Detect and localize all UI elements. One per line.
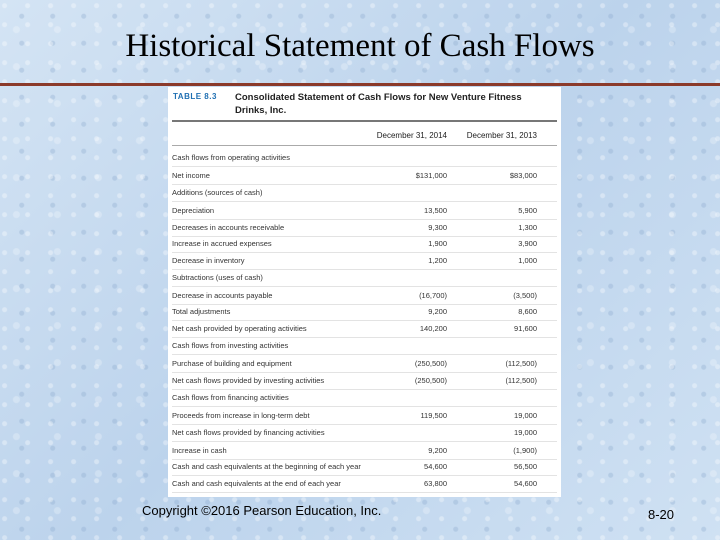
row-label: Increase in cash (172, 446, 227, 455)
row-label: Net cash provided by operating activities (172, 324, 307, 333)
value-2013: (112,500) (505, 376, 537, 385)
row-divider (172, 320, 557, 321)
value-2013: 19,000 (514, 411, 537, 420)
table-row (172, 221, 557, 235)
value-2013: 91,600 (514, 324, 537, 333)
value-2013: (112,500) (505, 359, 537, 368)
row-divider (172, 252, 557, 253)
value-2014: 1,900 (428, 239, 447, 248)
copyright-text: Copyright ©2016 Pearson Education, Inc. (142, 503, 382, 518)
table-row (172, 444, 557, 458)
table-row (172, 357, 557, 371)
table-row (172, 254, 557, 268)
row-label: Decreases in accounts receivable (172, 223, 285, 232)
value-2014: 119,500 (420, 411, 447, 420)
table-row (172, 305, 557, 319)
row-label: Cash flows from investing activities (172, 341, 289, 350)
row-label: Net cash flows provided by investing activities (172, 376, 325, 385)
page-number: 8-20 (648, 507, 675, 522)
value-2014: (16,700) (419, 291, 447, 300)
row-divider (172, 424, 557, 425)
row-divider (172, 337, 557, 338)
table-tag: TABLE 8.3 (173, 92, 217, 101)
row-divider (172, 492, 557, 493)
row-label: Cash and cash equivalents at the end of each year (172, 479, 341, 488)
row-label: Net cash flows provided by financing activities (172, 428, 325, 437)
row-label: Subtractions (uses of cash) (172, 273, 263, 282)
value-2014: 9,200 (428, 307, 447, 316)
row-label: Total adjustments (172, 307, 231, 316)
row-divider (172, 406, 557, 407)
table-row (172, 426, 557, 440)
row-divider (172, 286, 557, 287)
value-2013: 19,000 (514, 428, 537, 437)
table-row (172, 271, 557, 285)
cash-flow-table (168, 87, 561, 497)
table-row (172, 477, 557, 491)
row-label: Increase in accrued expenses (172, 239, 272, 248)
value-2013: 1,300 (518, 223, 537, 232)
table-row (172, 460, 557, 474)
value-2014: 1,200 (428, 256, 447, 265)
value-2013: 5,900 (518, 206, 537, 215)
row-label: Purchase of building and equipment (172, 359, 292, 368)
table-title: Consolidated Statement of Cash Flows for New Venture Fitness Drinks, Inc. (235, 92, 522, 116)
table-row (172, 409, 557, 423)
row-label: Net income (172, 171, 210, 180)
table-row (172, 204, 557, 218)
row-divider (172, 389, 557, 390)
row-divider (172, 441, 557, 442)
table-top-rule (172, 120, 557, 122)
table-row (172, 391, 557, 405)
table-row (172, 237, 557, 251)
table-row (172, 151, 557, 165)
table-row (172, 374, 557, 388)
row-label: Cash and cash equivalents at the beginning of each year (172, 462, 361, 471)
value-2014: 13,500 (424, 206, 447, 215)
table-row (172, 289, 557, 303)
row-divider (172, 166, 557, 167)
row-divider (172, 201, 557, 202)
row-label: Additions (sources of cash) (172, 188, 263, 197)
value-2014: 9,300 (428, 223, 447, 232)
value-2014: (250,500) (414, 359, 447, 368)
value-2014: 54,600 (424, 462, 447, 471)
row-label: Decrease in inventory (172, 256, 245, 265)
title-divider (0, 83, 720, 86)
value-2013: $83,000 (509, 171, 537, 180)
row-divider (172, 184, 557, 185)
row-divider (172, 354, 557, 355)
value-2013: 54,600 (514, 479, 537, 488)
value-2013: 3,900 (518, 239, 537, 248)
row-divider (172, 372, 557, 373)
value-2014: 140,200 (419, 324, 447, 333)
row-label: Depreciation (172, 206, 215, 215)
slide-title: Historical Statement of Cash Flows (125, 28, 595, 64)
row-divider (172, 475, 557, 476)
value-2014: (250,500) (414, 376, 447, 385)
row-divider (172, 269, 557, 270)
value-2014: 9,200 (428, 446, 447, 455)
value-2014: 63,800 (424, 479, 447, 488)
value-2013: (3,500) (513, 291, 537, 300)
value-2013: 1,000 (518, 256, 537, 265)
table-row (172, 186, 557, 200)
row-divider (172, 219, 557, 220)
value-2014: $131,000 (415, 171, 447, 180)
value-2013: 56,500 (514, 462, 537, 471)
row-label: Cash flows from financing activities (172, 393, 289, 402)
row-label: Cash flows from operating activities (172, 153, 290, 162)
table-row (172, 322, 557, 336)
value-2013: (1,900) (513, 446, 537, 455)
row-label: Proceeds from increase in long-term debt (172, 411, 310, 420)
column-header-2014: December 31, 2014 (376, 131, 447, 140)
column-header-2013: December 31, 2013 (466, 131, 537, 140)
table-row (172, 339, 557, 353)
table-row (172, 169, 557, 183)
row-label: Decrease in accounts payable (172, 291, 273, 300)
value-2013: 8,600 (518, 307, 537, 316)
header-bottom-rule (172, 145, 557, 146)
